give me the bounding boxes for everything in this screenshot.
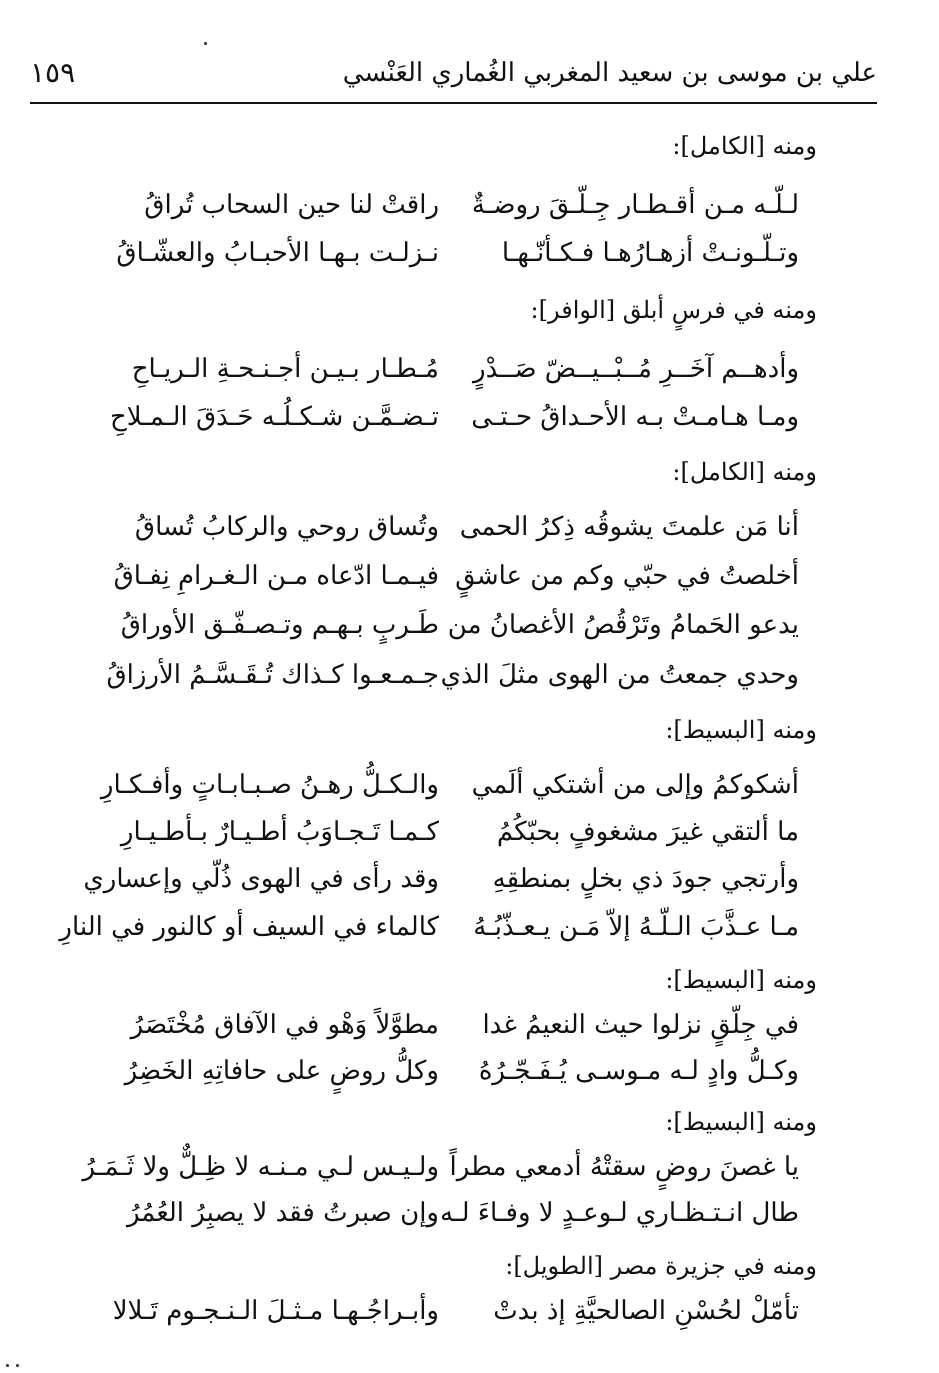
section-intro: ومنه [البسيط]: [665,966,817,994]
verse-left-hemistich: تـضـمَّـن شـكـلُـه حَـدَقَ الـمـلاحِ [109,402,439,432]
verse-left-hemistich: نـزلـت بـهـا الأحبـابُ والعشّـاقُ [116,238,439,268]
verse-left-hemistich: وتُساق روحي والركابُ تُساقُ [134,512,439,542]
verse-right-hemistich: أشكوكمُ وإلى من أشتكي ألَمي [471,770,799,800]
verse-left-hemistich: مطوَّلاً وَهْو في الآفاق مُخْتَصَرُ [130,1010,439,1040]
verse-right-hemistich: أخلصتُ في حبّي وكم من عاشقٍ [455,561,799,591]
verse-right-hemistich: وحدي جمعتُ من الهوى مثلَ الذي [440,660,799,690]
section-intro: ومنه [الكامل]: [672,458,817,486]
verse-left-hemistich: ولـيـس لـي مـنـه لا ظِـلٌّ ولا ثَـمَـرُ [82,1152,439,1182]
verse-right-hemistich: يدعو الحَمامُ وتَرْقُصُ الأغصانُ من [447,610,799,640]
verse-right-hemistich: وتـلّـونـتْ أزهـارُهـا فـكـأنّـهـا [501,238,799,268]
verse-left-hemistich: وكلُّ روضٍ على حافاتِهِ الخَضِرُ [124,1056,439,1086]
speck-mark [6,1364,9,1367]
verse-right-hemistich: طال انـتـظـاري لـوعـدٍ لا وفـاءَ لـه [440,1198,799,1228]
page-number: ١٥٩ [30,56,76,89]
verse-right-hemistich: مـا عـذَّبَ الـلّـهُ إلاّ مَـن يـعـذّبُـهُ [473,912,799,942]
verse-right-hemistich: ما ألتقي غيرَ مشغوفٍ بحبّكُمُ [496,817,799,847]
verse-right-hemistich: وكـلُّ وادٍ لـه مـوسـى يُـفَـجّـرُهُ [478,1056,799,1086]
verse-left-hemistich: وإن صبرتُ فقد لا يصبِرُ العُمُرُ [126,1198,439,1228]
verse-left-hemistich: مُـطـار بـيـن أجـنـحـةِ الـريـاحِ [131,354,439,384]
verse-left-hemistich: طَـربٍ بـهـم وتـصـفّـق الأوراقُ [120,610,439,640]
section-intro: ومنه [الكامل]: [672,132,817,160]
verse-left-hemistich: وأبـراجُـهـا مـثـلَ الـنـجـوم تَـلالا [112,1296,439,1326]
verse-right-hemistich: وأرتجي جودَ ذي بخلٍ بمنطقِهِ [492,864,799,894]
running-title: علي بن موسى بن سعيد المغربي الغُماري العَنْسي [342,58,877,88]
verse-right-hemistich: وأدهــم آخَــرِ مُــبْــيــضّ صَــدْرٍ [473,354,799,384]
verse-right-hemistich: يا غصنَ روضٍ سقتْهُ أدمعي مطراً [449,1152,799,1182]
verse-left-hemistich: جـمـعـوا كـذاك تُـقَـسَّـمُ الأرزاقُ [106,660,439,690]
verse-left-hemistich: والـكـلُّ رهـنُ صـبـابـاتٍ وأفـكـارِ [100,770,439,800]
verse-left-hemistich: كالماء في السيف أو كالنور في النارِ [59,912,439,942]
verse-left-hemistich: وقد رأى في الهوى ذُلّي وإعساري [83,864,439,894]
verse-left-hemistich: كـمـا تَـجـاوَبُ أطـيـارٌ بـأطـيـارِ [120,817,439,847]
speck-mark [16,1364,19,1367]
verse-right-hemistich: في جِلّقٍ نزلوا حيث النعيمُ غدا [482,1010,799,1040]
section-intro: ومنه [البسيط]: [665,1108,817,1136]
section-intro: ومنه في جزيرة مصر [الطويل]: [505,1252,817,1280]
verse-left-hemistich: راقتْ لنا حين السحاب تُراقُ [144,190,439,220]
verse-right-hemistich: لـلّـه مـن أقـطـار جِـلّـقَ روضـةٌ [471,190,799,220]
verse-right-hemistich: تأمّلْ لحُسْنِ الصالحيَّةِ إذ بدتْ [493,1296,799,1326]
verse-right-hemistich: أنا مَن علمتَ يشوقُه ذِكرُ الحمى [459,512,799,542]
verse-left-hemistich: فيـمـا ادّعاه مـن الـغـرامِ نِفـاقُ [113,561,439,591]
section-intro: ومنه [البسيط]: [665,716,817,744]
verse-right-hemistich: ومـا هـامـتْ بـه الأحـداقُ حـتـى [471,402,799,432]
section-intro: ومنه في فرسٍ أبلق [الوافر]: [530,296,817,324]
